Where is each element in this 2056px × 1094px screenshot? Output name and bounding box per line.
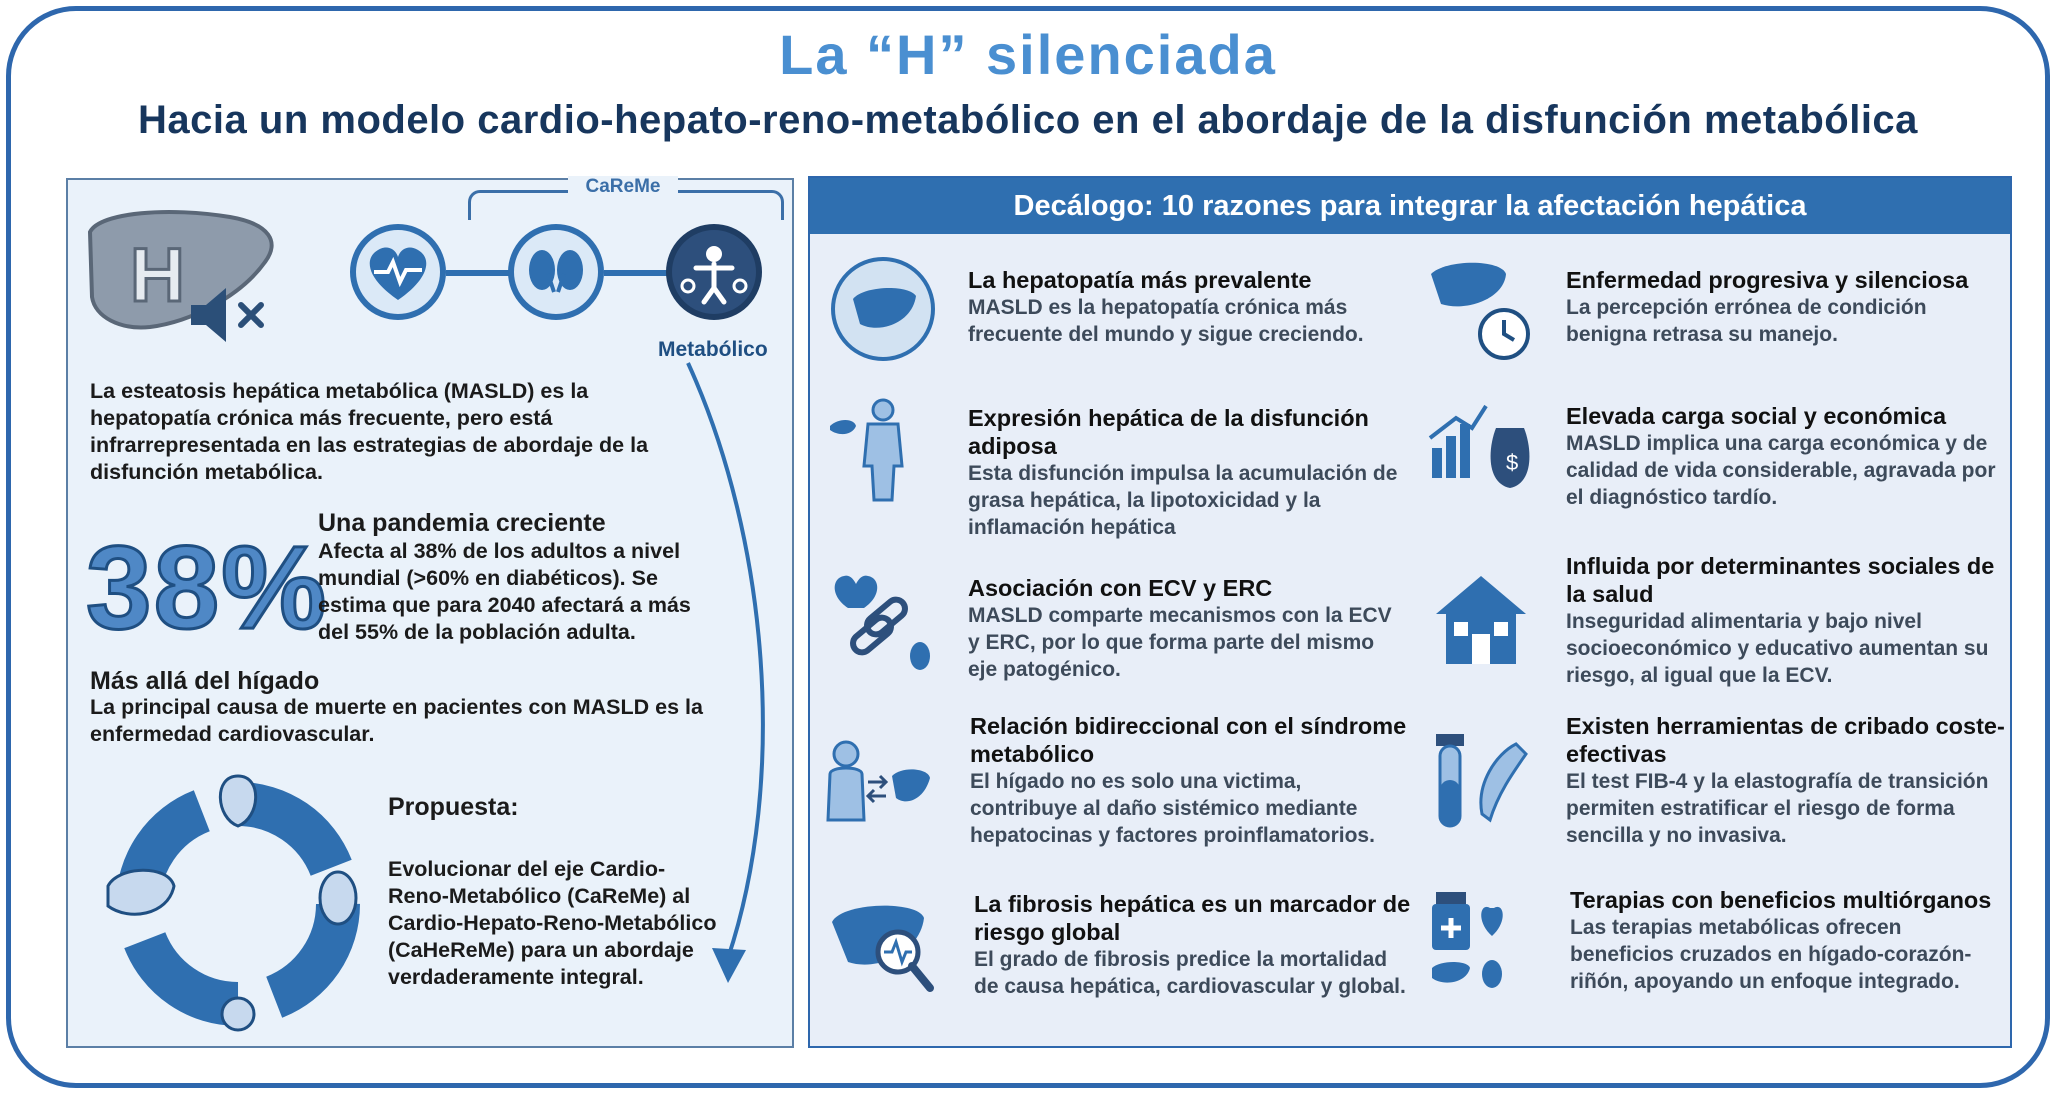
mute-speaker-icon xyxy=(186,280,276,350)
careme-label: CaReMe xyxy=(568,176,678,198)
metabolic-person-icon xyxy=(666,224,762,320)
page-subtitle: Hacia un modelo cardio-hepato-reno-metabólico en el abordaje de la disfunción metabólica xyxy=(138,98,1918,142)
reason-title: Terapias con beneficios multiórganos xyxy=(1570,887,1992,913)
cahereme-cycle-graphic xyxy=(88,766,388,1036)
globe-liver-icon xyxy=(828,254,938,364)
reason-7 xyxy=(970,712,1410,849)
house-icon xyxy=(1426,564,1536,674)
reason-9 xyxy=(974,890,1414,1000)
reason-2 xyxy=(1566,266,2006,348)
reason-title: Existen herramientas de cribado coste-efectivas xyxy=(1566,713,2005,767)
connector-line-2 xyxy=(604,268,674,278)
reason-title: La fibrosis hepática es un marcador de riesgo global xyxy=(974,891,1411,945)
h-letter: H xyxy=(130,233,185,318)
reason-text: La percepción errónea de condición benigna retrasa su manejo. xyxy=(1566,296,1927,346)
beyond-text: La principal causa de muerte en pacientes con MASLD es la enfermedad cardiovascular. xyxy=(90,695,703,746)
chart-money-icon xyxy=(1426,388,1536,498)
kidneys-circle-icon xyxy=(508,224,604,320)
reason-10 xyxy=(1570,886,2010,995)
reason-title: Influida por determinantes sociales de la salud xyxy=(1566,553,1995,607)
reason-8 xyxy=(1566,712,2006,849)
heart-circle-icon xyxy=(350,224,446,320)
reason-title: Enfermedad progresiva y silenciosa xyxy=(1566,267,1969,293)
liver-magnifier-icon xyxy=(828,892,938,1002)
reason-text: Las terapias metabólicas ofrecen beneficios cruzados en hígado-corazón-riñón, apoyando un enfoque integrado. xyxy=(1570,916,1972,993)
reason-4 xyxy=(1566,402,2006,511)
intro-text: La esteatosis hepática metabólica (MASLD) es la hepatopatía crónica más frecuente, pero está infrarrepresentada en las estrategias de abordaje de la disfunción metabólica. xyxy=(90,379,649,484)
beyond-title: Más allá del hígado xyxy=(90,667,320,695)
reason-title: Elevada carga social y económica xyxy=(1566,403,1947,429)
reason-3 xyxy=(968,404,1408,541)
svg-text:$: $ xyxy=(1506,450,1519,475)
reason-text: El hígado no es solo una victima, contribuye al daño sistémico mediante hepatocinas y factores proinflamatorios. xyxy=(970,770,1375,847)
reason-title: Asociación con ECV y ERC xyxy=(968,575,1273,601)
tube-probe-icon xyxy=(1426,724,1536,834)
reason-title: La hepatopatía más prevalente xyxy=(968,267,1312,293)
left-panel xyxy=(66,178,794,1048)
reason-text: El grado de fibrosis predice la mortalidad de causa hepática, cardiovascular y global. xyxy=(974,948,1406,998)
reason-text: Inseguridad alimentaria y bajo nivel socioeconómico y educativo aumentan su riesgo, al igual que la ECV. xyxy=(1566,610,1989,687)
pandemic-title: Una pandemia creciente xyxy=(318,509,606,537)
right-panel xyxy=(808,176,2012,1048)
reason-text: Esta disfunción impulsa la acumulación de grasa hepática, la lipotoxicidad y la inflamación hepática xyxy=(968,462,1398,539)
reason-text: MASLD comparte mecanismos con la ECV y ERC, por lo que forma parte del mismo eje patogénico. xyxy=(968,604,1392,681)
metabolico-label: Metabólico xyxy=(658,338,768,361)
big-percentage: 38% xyxy=(86,522,329,654)
reason-title: Expresión hepática de la disfunción adiposa xyxy=(968,405,1369,459)
liver-clock-icon xyxy=(1426,254,1536,364)
reason-text: MASLD implica una carga económica y de calidad de vida considerable, agravada por el diagnóstico tardío. xyxy=(1566,432,1996,509)
proposal-title: Propuesta: xyxy=(388,793,519,821)
reason-title: Relación bidireccional con el síndrome metabólico xyxy=(970,713,1407,767)
heart-chain-kidney-icon xyxy=(828,568,938,678)
decalogo-header: Decálogo: 10 razones para integrar la afectación hepática xyxy=(810,178,2010,234)
pandemic-text: Afecta al 38% de los adultos a nivel mundial (>60% en diabéticos). Se estima que para 2040 afectará a más del 55% de la población adulta. xyxy=(318,539,691,644)
page-title: La “H” silenciada xyxy=(779,23,1277,86)
reason-text: MASLD es la hepatopatía crónica más frecuente del mundo y sigue creciendo. xyxy=(968,296,1364,346)
pill-organs-icon xyxy=(1426,888,1536,998)
reason-text: El test FIB-4 y la elastografía de transición permiten estratificar el riesgo de forma sencilla y no invasiva. xyxy=(1566,770,1989,847)
reason-1 xyxy=(968,266,1408,348)
proposal-text: Evolucionar del eje Cardio-Reno-Metabólico (CaReMe) al Cardio-Hepato-Reno-Metabólico (CaHeReMe) para un abordaje verdaderamente integral. xyxy=(388,857,717,989)
reason-5 xyxy=(968,574,1408,683)
reason-6 xyxy=(1566,552,2006,689)
body-organs-icon xyxy=(828,396,938,506)
person-liver-arrows-icon xyxy=(824,730,934,840)
